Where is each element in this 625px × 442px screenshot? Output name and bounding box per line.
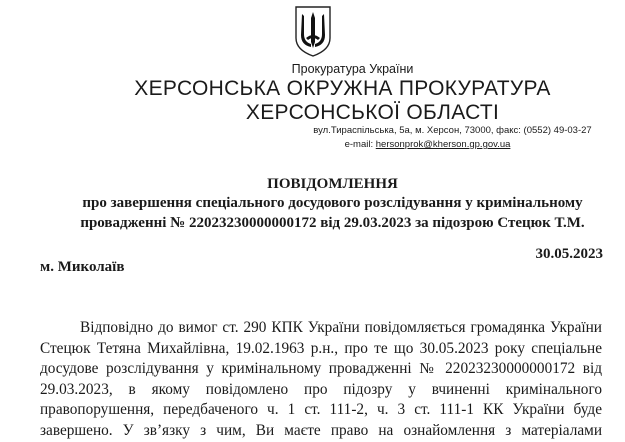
body-line: Відповідно до вимог ст. 290 КПК України повідомляється громадянка України xyxy=(80,319,602,336)
body-line: досудове розслідування у кримінальному провадженні № 22023230000000172 від xyxy=(40,360,602,378)
notice-subtitle-line1: про завершення спеціального досудового розслідування у кримінальному xyxy=(82,195,583,211)
email-label: e-mail: xyxy=(344,139,376,150)
body-line: завершено. У зв’язку з чим, Ви маєте право на ознайомлення з матеріалами xyxy=(40,421,602,439)
notice-city: м. Миколаїв xyxy=(40,259,125,275)
coat-of-arms-trident-icon xyxy=(288,4,338,58)
office-address: вул.Тираспільська, 5а, м. Херсон, 73000, факс: (0552) 49-03-27 xyxy=(313,125,592,136)
notice-subtitle-line2: провадженні № 22023230000000172 від 29.03.2023 за підозрою Стецюк Т.М. xyxy=(80,215,585,231)
email-link[interactable]: hersonprok@kherson.gp.gov.ua xyxy=(375,139,511,150)
body-line: 29.03.2023, в якому повідомлено про підозру у вчиненні кримінального xyxy=(40,380,602,398)
body-line: Стецюк Тетяна Михайлівна, 19.02.1963 р.н., про те що 30.05.2023 року спеціальне xyxy=(40,339,602,357)
office-email xyxy=(115,139,625,150)
office-name-line2: ХЕРСОНСЬКОЇ ОБЛАСТІ xyxy=(245,101,500,124)
notice-title: ПОВІДОМЛЕННЯ xyxy=(267,176,398,192)
body-line: правопорушення, передбаченого ч. 1 ст. 111-2, ч. 3 ст. 111-1 КК України буде xyxy=(40,401,602,419)
office-name-line1: ХЕРСОНСЬКА ОКРУЖНА ПРОКУРАТУРА xyxy=(134,77,551,100)
notice-body xyxy=(40,318,602,442)
notice-date: 30.05.2023 xyxy=(535,246,603,262)
agency-name: Прокуратура України xyxy=(291,62,414,76)
